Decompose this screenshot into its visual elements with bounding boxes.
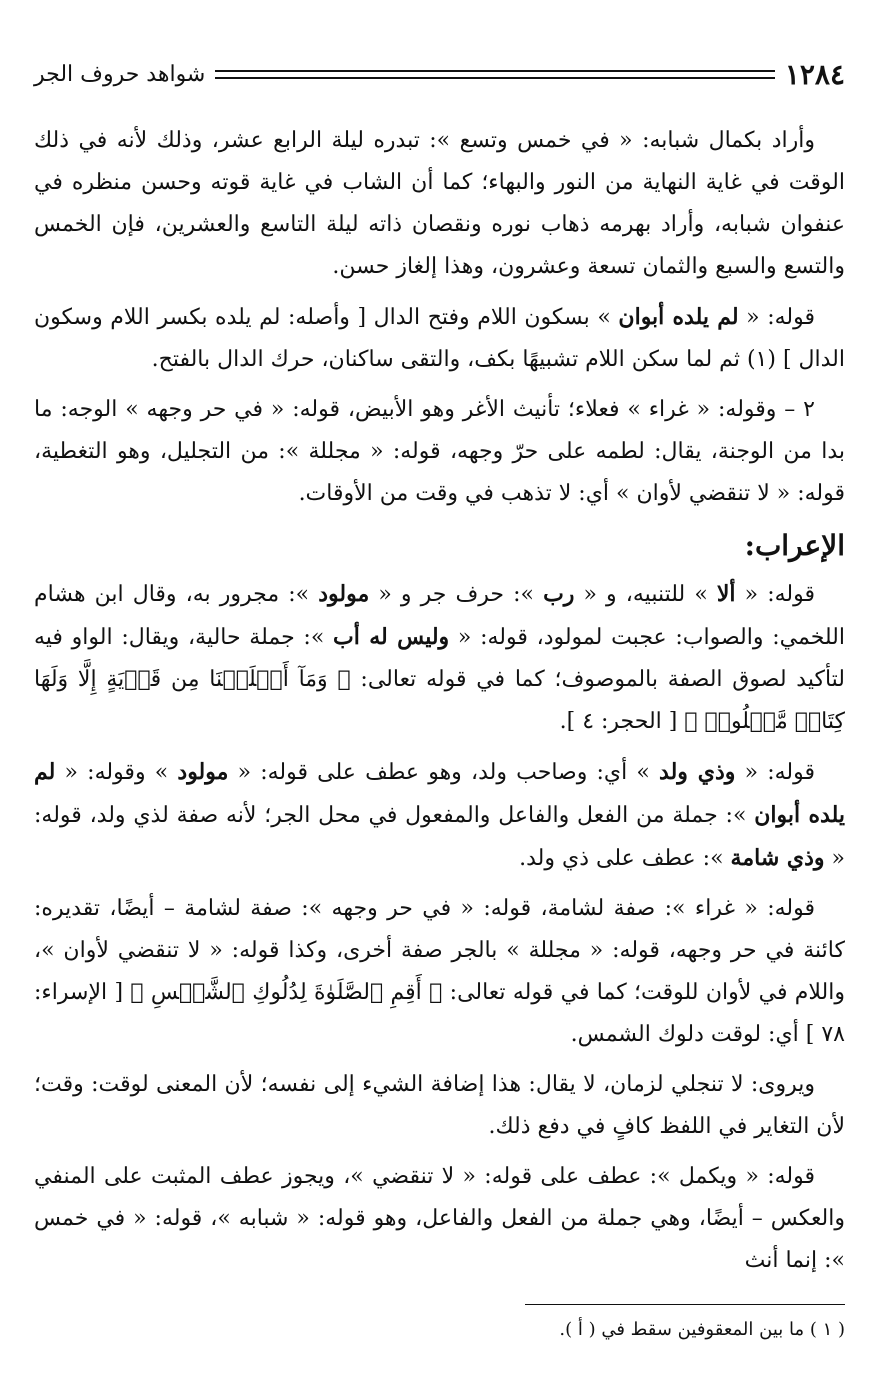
paragraph-8: قوله: « ويكمل »: عطف على قوله: « لا تنقضي »، ويجوز عطف المثبت على المنفي والعكس – أيضًا، وهي جملة من الفعل والفاعل، وهو قوله: « شبابه »، قوله: « في خمس »: إنما أنث xyxy=(34,1164,845,1273)
paragraph-6: قوله: « غراء »: صفة لشامة، قوله: « في حر وجهه »: صفة لشامة – أيضًا، تقديره: كائنة في حر وجهه، قوله: « مجللة » بالجر صفة أخرى، وكذا قوله: « لا تنقضي لأوان »، واللام في لأوان للوقت؛ كما في قوله تعالى: ﴿ أَقِمِ ٱلصَّلَوٰةَ لِدُلُوكِ ٱلشَّمۡسِ ﴾ [ الإسراء: ٧٨ ] أي: لوقت دلوك الشمس. xyxy=(34,896,845,1047)
footnote: ( ١ ) ما بين المعقوفين سقط في ( أ ). xyxy=(559,1319,845,1340)
header-rule xyxy=(215,70,774,79)
paragraph-4: قوله: « ألا » للتنبيه، و « رب »: حرف جر و « مولود »: مجرور به، وقال ابن هشام اللخمي: والصواب: عجبت لمولود، قوله: « وليس له أب »: جملة حالية، ويقال: الواو فيه لتأكيد لصوق الصفة بالموصوف؛ كما في قوله تعالى: ﴿ وَمَآ أَهۡلَكۡنَا مِن قَرۡيَةٍ إِلَّا وَلَهَا كِتَابٞ مَّعۡلُومٞ ﴾ [ الحجر: ٤ ]. xyxy=(34,581,845,734)
paragraph-3: ٢ – وقوله: « غراء » فعلاء؛ تأنيث الأغر وهو الأبيض، قوله: « في حر وجهه » الوجه: ما بدا من الوجنة، يقال: لطمه على حرّ وجهه، قوله: « مجللة »: من التجليل، وهو التغطية، قوله: « لا تنقضي لأوان » أي: لا تذهب في وقت من الأوقات. xyxy=(34,397,845,506)
running-title: شواهد حروف الجر xyxy=(34,61,206,87)
footnote-separator xyxy=(525,1304,845,1305)
page-body xyxy=(34,120,845,1290)
paragraph-7: ويروى: لا تنجلي لزمان، لا يقال: هذا إضافة الشيء إلى نفسه؛ لأن المعنى لوقت: وقت؛ لأن التغاير في اللفظ كافٍ في دفع ذلك. xyxy=(34,1072,845,1139)
paragraph-1: وأراد بكمال شبابه: « في خمس وتسع »: تبدره ليلة الرابع عشر، وذلك لأنه في ذلك الوقت في غاية النهاية من النور والبهاء؛ كما أن الشاب في غاية قوته وحسن منظره في عنفوان شبابه، وأراد بهرمه ذهاب نوره ونقصان ذاته ليلة التاسع والعشرين، فإن الخمس والتسع والسبع والثمان تسعة وعشرون، وهذا إلغاز حسن. xyxy=(34,128,845,279)
paragraph-5: قوله: « وذي ولد » أي: وصاحب ولد، وهو عطف على قوله: « مولود » وقوله: « لم يلده أبوان »: جملة من الفعل والفاعل والمفعول في محل الجر؛ لأنه صفة لذي ولد، قوله: « وذي شامة »: عطف على ذي ولد. xyxy=(34,759,845,871)
page-number: ١٢٨٤ xyxy=(784,57,845,91)
paragraph-2: قوله: « لم يلده أبوان » بسكون اللام وفتح الدال [ وأصله: لم يلده بكسر اللام وسكون الدال ] (١) ثم لما سكن اللام تشبيهًا بكف، والتقى ساكنان، حرك الدال بالفتح. xyxy=(34,304,845,372)
footnote-ref: (١) xyxy=(746,347,776,372)
section-heading: الإعراب: xyxy=(744,529,845,562)
page-header xyxy=(34,56,845,92)
